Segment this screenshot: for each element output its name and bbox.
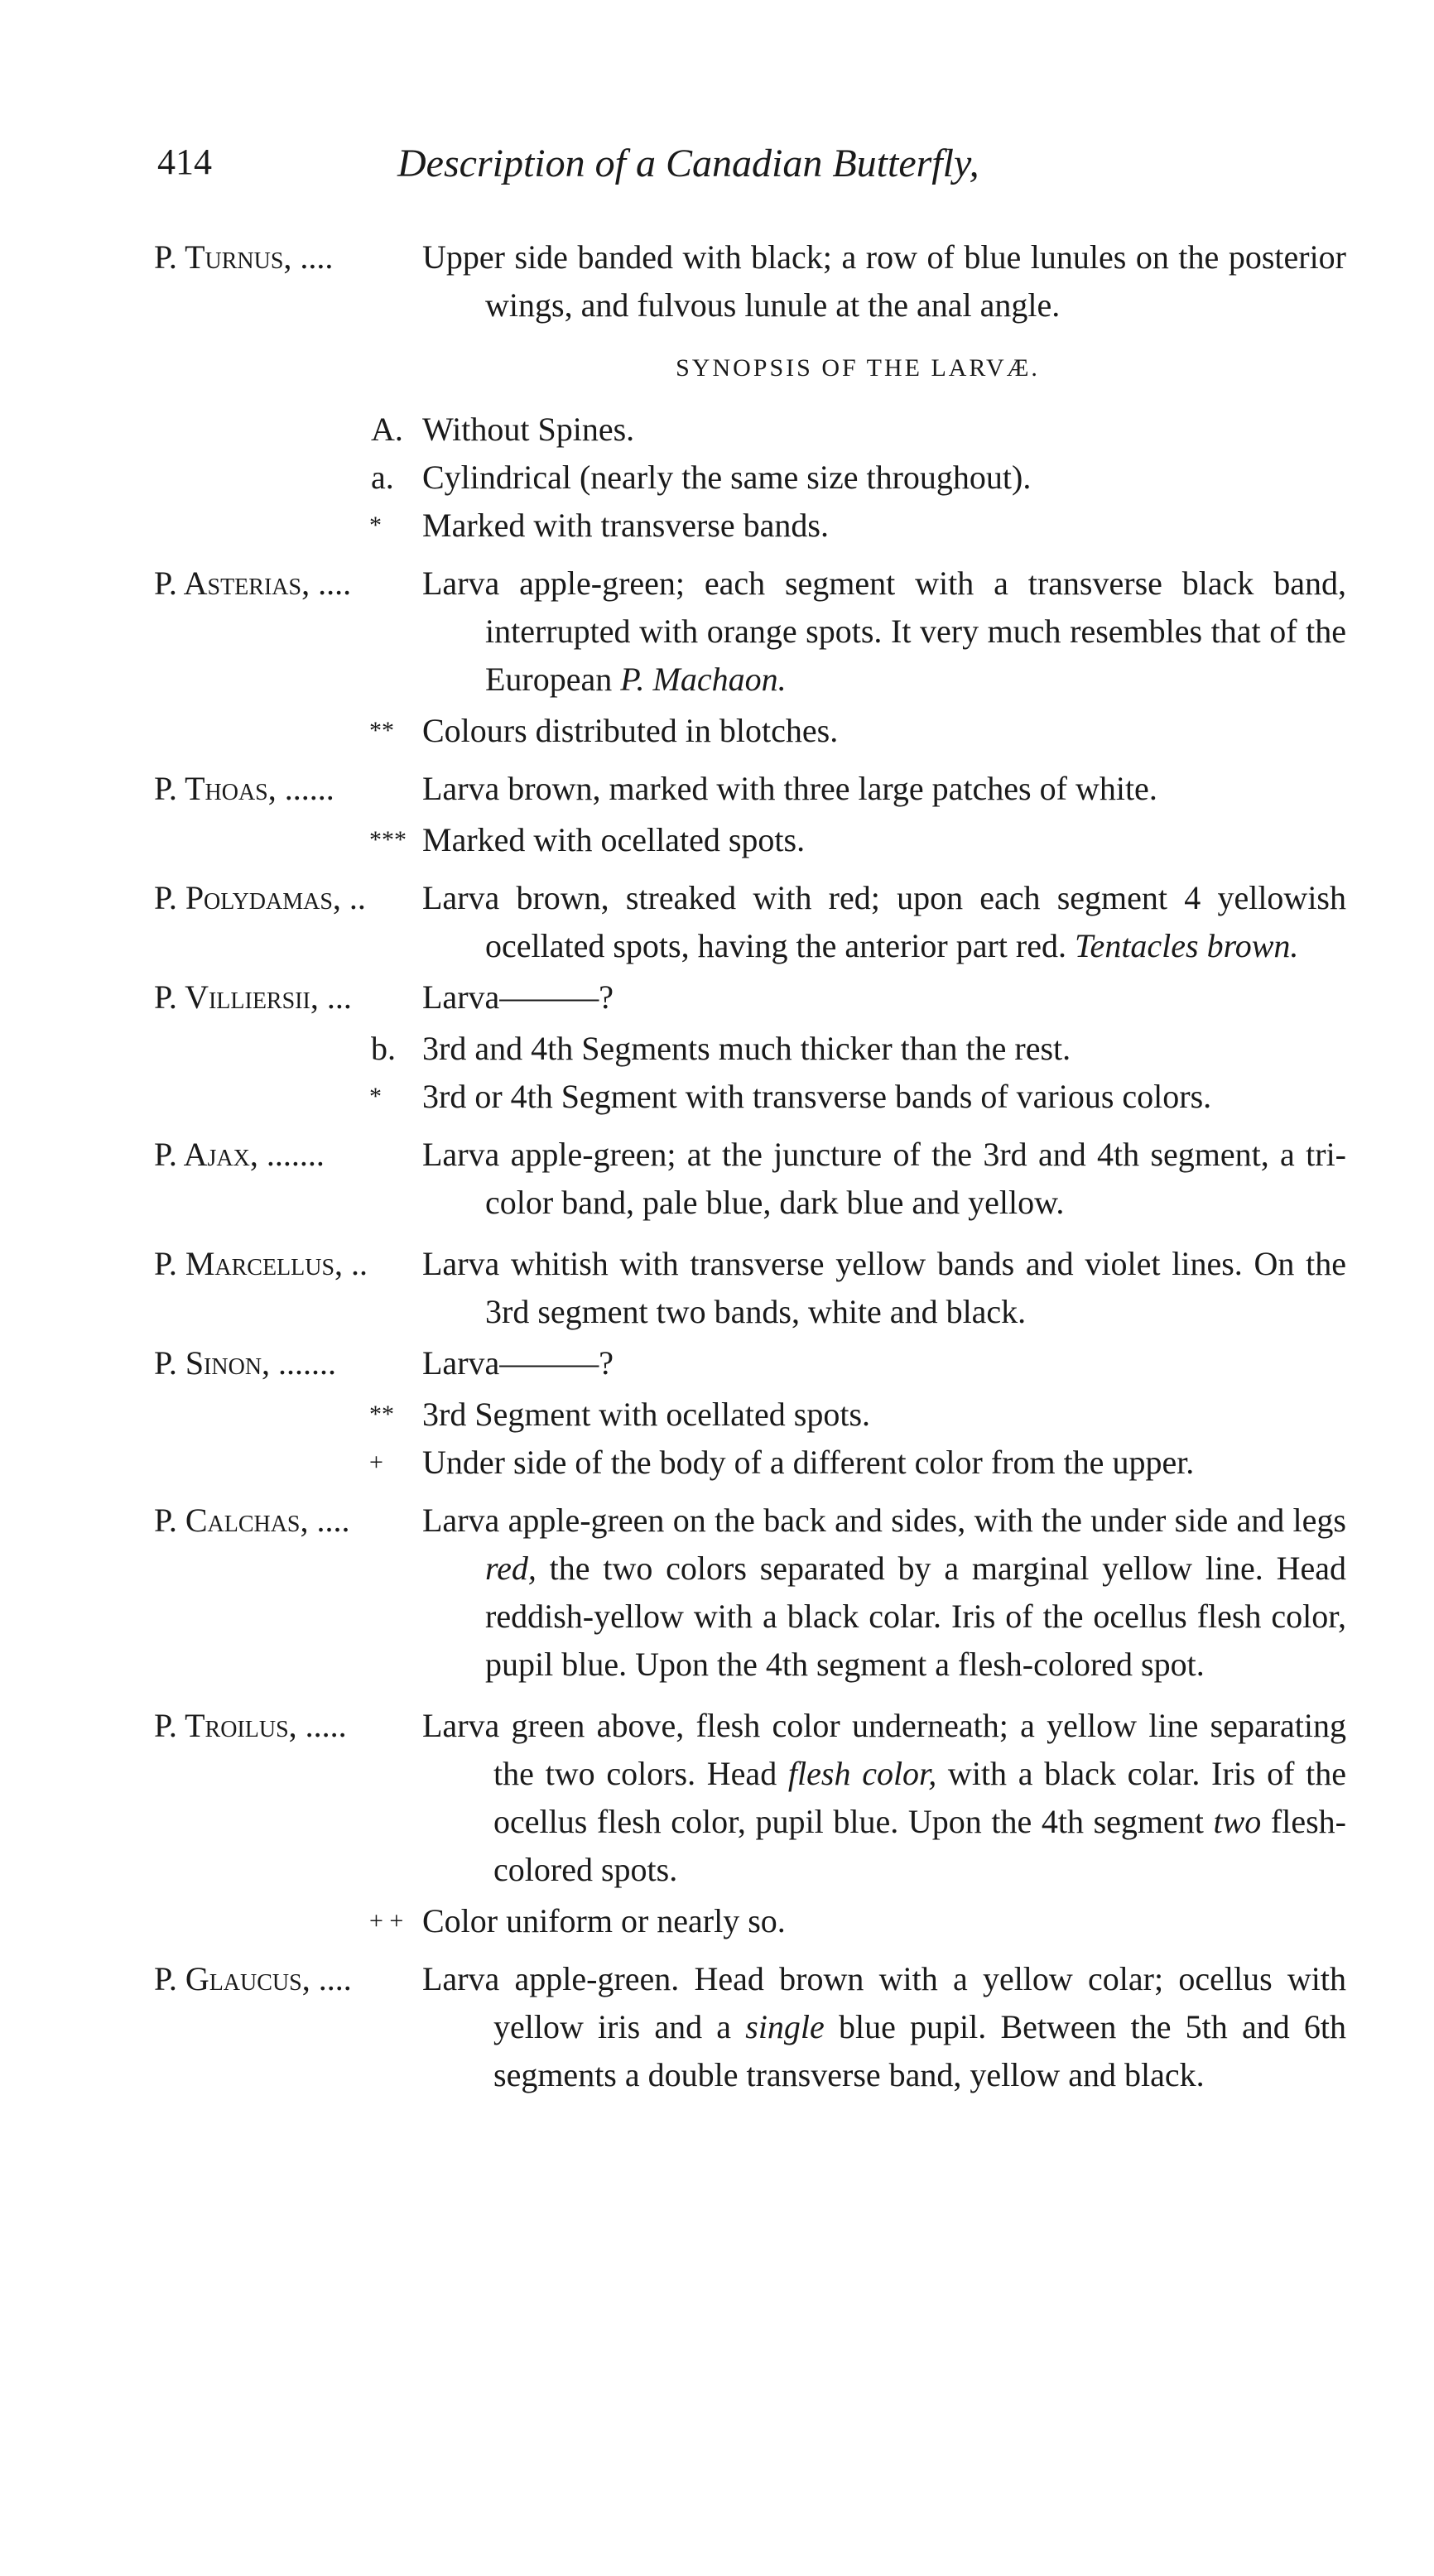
key-item-b	[154, 1025, 1346, 1073]
key-text: 3rd and 4th Segments much thicker than the rest.	[422, 1030, 1071, 1067]
key-item-a-upper	[154, 406, 1346, 454]
key-item-a-lower	[154, 454, 1346, 502]
key-mark: A.	[371, 411, 403, 448]
species-description	[422, 1497, 1346, 1689]
species-name: P. Thoas, ......	[154, 770, 334, 807]
species-entry-villiersii	[154, 973, 1346, 1021]
species-name: P. Ajax, .......	[154, 1136, 325, 1173]
species-entry-sinon	[154, 1339, 1346, 1387]
description-text: the two colors separated by a marginal yellow line. Head reddish-yellow with a black colar. Iris of the ocellus flesh color, pupil blue. Upon the 4th segment a flesh-colored spot.	[485, 1550, 1346, 1683]
species-description: Larva———?	[422, 978, 614, 1016]
species-name: P. Asterias, ....	[154, 565, 352, 602]
double-dagger-icon: + +	[369, 1907, 404, 1934]
description-italic: flesh color,	[787, 1755, 937, 1792]
species-entry-asterias	[154, 560, 1346, 704]
species-entry-polydamas	[154, 874, 1346, 970]
key-text: Marked with transverse bands.	[422, 507, 829, 544]
double-asterisk-icon: **	[369, 717, 394, 744]
key-text: Under side of the body of a different color from the upper.	[422, 1444, 1195, 1481]
species-description	[422, 560, 1346, 704]
description-text: Larva apple-green; each segment with a transverse black band, interrupted with orange spots. It very much resembles that of the European	[422, 565, 1346, 698]
key-item-star	[154, 502, 1346, 550]
description-italic: P. Machaon.	[620, 661, 787, 698]
species-name: P. Polydamas, ..	[154, 879, 366, 916]
species-description: Larva apple-green; at the juncture of the 3rd and 4th segment, a tri-color band, pale blue, dark blue and yellow.	[422, 1136, 1346, 1221]
asterisk-icon: *	[369, 1083, 382, 1110]
key-text: Color uniform or nearly so.	[422, 1902, 786, 1939]
key-item-double-star-b	[154, 1391, 1346, 1439]
species-entry-troilus	[154, 1702, 1346, 1894]
asterisk-icon: *	[369, 512, 382, 539]
key-text: Cylindrical (nearly the same size throughout).	[422, 459, 1032, 496]
key-item-double-star	[154, 707, 1346, 755]
page-body	[154, 233, 1346, 2103]
species-entry-ajax	[154, 1131, 1346, 1227]
species-description	[422, 1955, 1346, 2099]
description-text: flesh-colored spots.	[493, 1803, 1346, 1888]
key-item-triple-star	[154, 816, 1346, 864]
species-name: P. Troilus, .....	[154, 1707, 347, 1744]
species-name: P. Turnus, ....	[154, 238, 334, 276]
key-text: Without Spines.	[422, 411, 635, 448]
description-text: Larva brown, streaked with red; upon each segment 4 yellowish ocellated spots, having the anterior part red.	[422, 879, 1346, 964]
description-italic: Tentacles brown.	[1074, 927, 1299, 964]
key-text: Colours distributed in blotches.	[422, 712, 839, 749]
species-entry-marcellus	[154, 1240, 1346, 1336]
description-text: blue pupil. Between the 5th and 6th segments a double transverse band, yellow and black.	[493, 2008, 1346, 2093]
key-item-star-b	[154, 1073, 1346, 1121]
key-text: Marked with ocellated spots.	[422, 821, 806, 858]
section-heading: SYNOPSIS OF THE LARVÆ.	[676, 354, 1040, 382]
key-mark: a.	[371, 459, 394, 496]
species-name: P. Glaucus, ....	[154, 1960, 352, 1997]
key-text	[422, 1073, 1346, 1121]
species-description: Larva———?	[422, 1344, 614, 1382]
species-entry-thoas	[154, 765, 1346, 813]
species-description: Larva whitish with transverse yellow bands and violet lines. On the 3rd segment two bands, white and black.	[422, 1245, 1346, 1330]
description-text: with a black colar. Iris of the ocellus flesh color, pupil blue. Upon the 4th segment	[493, 1755, 1347, 1840]
species-description	[422, 874, 1346, 970]
species-name: P. Sinon, .......	[154, 1344, 337, 1382]
key-mark: b.	[371, 1030, 396, 1067]
description-text: Larva green above, flesh color underneath; a yellow line separating the two colors. Head	[422, 1707, 1346, 1792]
description-italic: two	[1213, 1803, 1262, 1840]
key-text-content: 3rd or 4th Segment with transverse bands of various colors.	[422, 1078, 1212, 1115]
species-entry-glaucus	[154, 1955, 1346, 2099]
double-asterisk-icon: **	[369, 1401, 394, 1428]
description-italic: red,	[485, 1550, 537, 1587]
key-text: 3rd Segment with ocellated spots.	[422, 1396, 871, 1433]
running-title: Description of a Canadian Butterfly,	[397, 142, 979, 185]
dagger-icon: +	[369, 1449, 383, 1476]
description-italic: single	[745, 2008, 825, 2045]
species-name: P. Villiersii, ...	[154, 978, 352, 1016]
species-description	[422, 1702, 1347, 1894]
triple-asterisk-icon: ***	[369, 826, 407, 853]
key-item-double-dagger	[154, 1897, 1346, 1945]
species-name: P. Calchas, ....	[154, 1502, 350, 1539]
key-item-dagger	[154, 1439, 1346, 1487]
page-header	[157, 141, 1316, 207]
species-entry-calchas	[154, 1497, 1346, 1689]
species-entry-turnus	[154, 233, 1346, 329]
description-text: Larva apple-green on the back and sides, with the under side and legs	[422, 1502, 1346, 1539]
species-description: Upper side banded with black; a row of blue lunules on the posterior wings, and fulvous lunule at the anal angle.	[422, 238, 1346, 324]
description-text: Larva apple-green. Head brown with a yellow colar; ocellus with yellow iris and a	[422, 1960, 1346, 2045]
species-name: P. Marcellus, ..	[154, 1245, 368, 1282]
page-number: 414	[157, 142, 212, 182]
species-description: Larva brown, marked with three large patches of white.	[422, 770, 1157, 807]
